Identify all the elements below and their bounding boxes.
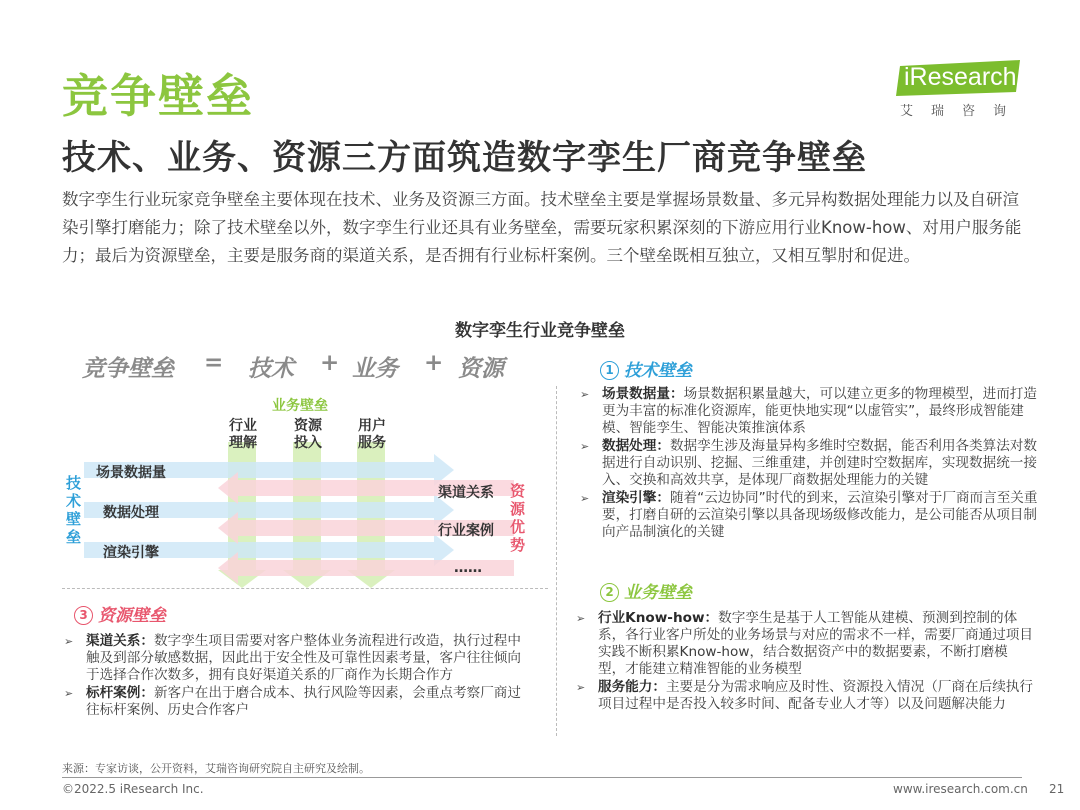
equation-plus: + xyxy=(424,350,444,376)
footer-divider xyxy=(62,777,1022,778)
bullet-term: 渲染引擎： xyxy=(602,490,670,506)
bullet-text: 随着“云边协同”时代的到来，云渲染引擎对于厂商而言至关重要，打磨自研的云渲染引擎以具备现场级修改能力，是公司能否从项目制向产品制演化的关键 xyxy=(602,490,1038,540)
bullet-text: 新客户在出于磨合成本、执行风险等因素，会重点考察厂商过往标杆案例、历史合作客户 xyxy=(86,685,521,718)
section-number-badge: 2 xyxy=(600,583,619,602)
bullet-item xyxy=(62,685,528,719)
section-number-badge: 3 xyxy=(74,606,93,625)
tech-barrier-list xyxy=(578,386,1038,542)
source-note: 来源：专家访谈，公开资料，艾瑞咨询研究院自主研究及绘制。 xyxy=(62,762,370,775)
equation-plus: + xyxy=(320,350,340,376)
section-title: 资源壁垒 xyxy=(98,606,166,626)
bullet-text: 数字孪生是基于人工智能从建模、预测到控制的体系，各行业客户所处的业务场景与对应的需求不一样，需要厂商通过项目实践不断积累Know-how，结合数据资产中的数据要素，不断打磨模型，才能建立精准智能的业务模型 xyxy=(598,610,1033,677)
bullet-arrow-icon: ➢ xyxy=(576,612,586,625)
bullet-item xyxy=(574,679,1034,713)
equation-term-resource: 资源 xyxy=(458,356,504,382)
barrier-diagram xyxy=(62,390,542,590)
resource-row-label: 渠道关系 xyxy=(438,485,494,501)
bullet-text: 数字孪生项目需要对客户整体业务流程进行改造，执行过程中触及到部分敏感数据，因此出于安全性及可靠性因素考量，客户往往倾向于选择合作次数多，拥有良好渠道关系的厂商作为长期合作方 xyxy=(86,633,521,683)
business-column-label: 用户 服务 xyxy=(358,418,386,451)
page-subtitle: 技术、业务、资源三方面筑造数字孪生厂商竞争壁垒 xyxy=(62,138,867,178)
tech-row-label: 渲染引擎 xyxy=(103,545,159,561)
resource-row-label: 行业案例 xyxy=(438,523,494,539)
bullet-text: 场景数据积累量越大，可以建立更多的物理模型，进而打造更为丰富的标准化资源库，能更快地实现“以虚管实”，最终形成智能建模、智能孪生、智能决策推演体系 xyxy=(602,386,1037,436)
equation-term-tech: 技术 xyxy=(248,356,294,382)
bullet-item xyxy=(62,633,528,684)
bullet-item xyxy=(578,438,1038,489)
resource-barrier-list xyxy=(62,633,528,720)
bullet-arrow-icon: ➢ xyxy=(580,388,590,401)
business-barrier-list xyxy=(574,610,1034,714)
figure-title: 数字孪生行业竞争壁垒 xyxy=(455,321,625,341)
bullet-arrow-icon: ➢ xyxy=(64,635,74,648)
page-number: 21 xyxy=(1049,782,1065,796)
business-barrier-label: 业务壁垒 xyxy=(272,398,328,414)
vertical-divider xyxy=(556,386,557,736)
website: www.iresearch.com.cn xyxy=(893,782,1028,796)
section-title: 业务壁垒 xyxy=(624,583,692,603)
bullet-arrow-icon: ➢ xyxy=(580,492,590,505)
resource-advantage-label: 资源优势 xyxy=(510,482,526,554)
page-title: 竞争壁垒 xyxy=(62,69,254,123)
tech-barrier-label: 技术壁垒 xyxy=(66,474,82,546)
business-barrier-heading xyxy=(600,578,692,603)
section-title: 技术壁垒 xyxy=(624,361,692,381)
bullet-item xyxy=(578,490,1038,541)
bullet-term: 场景数据量： xyxy=(602,386,684,402)
bullet-term: 服务能力： xyxy=(598,679,666,695)
iresearch-logo xyxy=(896,60,1026,122)
bullet-term: 渠道关系： xyxy=(86,633,154,649)
bullet-item xyxy=(574,610,1034,678)
equation-equals: = xyxy=(204,350,224,376)
bullet-arrow-icon: ➢ xyxy=(576,681,586,694)
intro-paragraph: 数字孪生行业玩家竞争壁垒主要体现在技术、业务及资源三方面。技术壁垒主要是掌握场景数量、多元异构数据处理能力以及自研渲染引擎打磨能力；除了技术壁垒以外，数字孪生行业还具有业务壁垒，需要玩家积累深刻的下游应用行业Know-how、对用户服务能力；最后为资源壁垒，主要是服务商的渠道关系，是否拥有行业标杆案例。三个壁垒既相互独立，又相互掣肘和促进。 xyxy=(62,190,1022,265)
bullet-term: 行业Know-how： xyxy=(598,610,719,626)
bullet-text: 主要是分为需求响应及时性、资源投入情况（厂商在后续执行项目过程中是否投入较多时间、配备专业人才等）以及问题解决能力 xyxy=(598,679,1033,712)
equation-lhs: 竞争壁垒 xyxy=(82,356,174,382)
logo-subtext: 艾瑞咨询 xyxy=(900,104,1025,119)
bullet-term: 数据处理： xyxy=(602,438,670,454)
section-number-badge: 1 xyxy=(600,361,619,380)
equation-term-business: 业务 xyxy=(352,356,398,382)
horizontal-divider xyxy=(62,588,548,589)
resource-row-label: …… xyxy=(454,560,482,576)
tech-barrier-heading xyxy=(600,356,692,381)
tech-row-label: 场景数据量 xyxy=(96,465,166,481)
resource-barrier-heading xyxy=(74,601,166,626)
tech-row-label: 数据处理 xyxy=(103,505,159,521)
copyright: ©2022.5 iResearch Inc. xyxy=(62,782,204,796)
business-column-label: 资源 投入 xyxy=(294,418,322,451)
bullet-arrow-icon: ➢ xyxy=(64,687,74,700)
bullet-term: 标杆案例： xyxy=(86,685,154,701)
bullet-item xyxy=(578,386,1038,437)
barrier-equation xyxy=(82,350,532,390)
bullet-text: 数据孪生涉及海量异构多维时空数据，能否利用各类算法对数据进行自动识别、挖掘、三维重建，并创建时空数据库，实现数据统一接入、交换和高效共享，是体现厂商数据处理能力的关键 xyxy=(602,438,1037,488)
logo-word: iResearch xyxy=(904,63,1017,91)
business-column-label: 行业 理解 xyxy=(229,418,257,451)
bullet-arrow-icon: ➢ xyxy=(580,440,590,453)
